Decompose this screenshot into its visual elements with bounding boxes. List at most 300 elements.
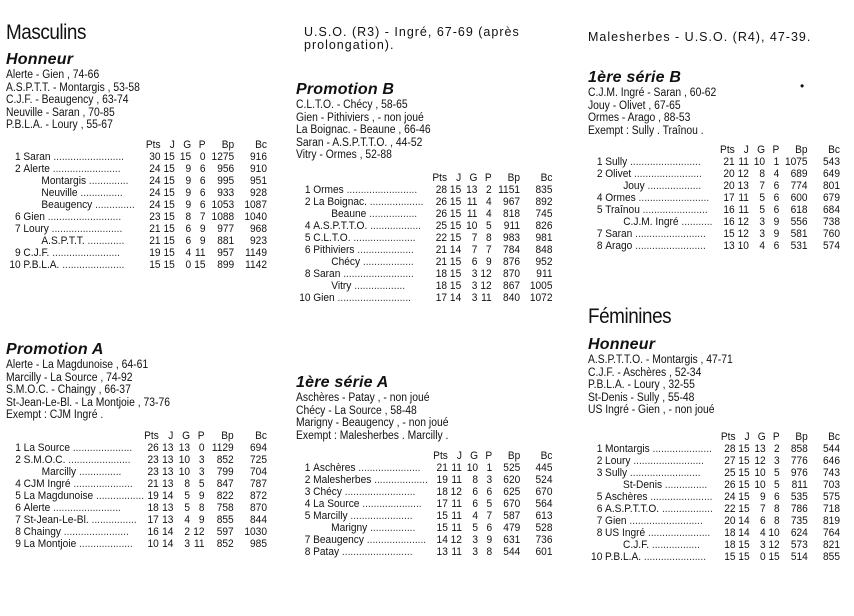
serie-1a-section <box>296 374 586 558</box>
promotion-b-title: Promotion B <box>296 81 395 98</box>
g-cell: 11 <box>466 207 478 220</box>
bp-cell: 514 <box>790 550 808 563</box>
pts-cell: 18 <box>435 279 448 292</box>
bc-cell: 951 <box>250 174 267 187</box>
leader-dots: .......................... <box>44 210 122 223</box>
bc-cell: 821 <box>823 538 840 551</box>
leader-dots: ................ <box>367 522 416 534</box>
team-cell <box>313 268 425 280</box>
bc-cell: 910 <box>250 162 267 175</box>
leader-dots: ................... <box>644 180 702 192</box>
leader-dots: ......................... <box>635 192 710 204</box>
rank-cell <box>588 539 605 551</box>
bc-cell: 855 <box>823 550 840 563</box>
column-header: Pts <box>145 138 161 151</box>
table-row <box>588 539 840 551</box>
g-cell: 4 <box>185 246 192 259</box>
rank-cell: 5 <box>304 510 311 522</box>
p-cell: 6 <box>199 162 206 175</box>
column-header: J <box>743 144 749 156</box>
pts-cell: 18 <box>724 526 736 539</box>
bc-cell: 872 <box>250 489 267 502</box>
bp-cell: 631 <box>503 534 521 546</box>
result-line: Exempt : CJM Ingré . <box>6 409 104 421</box>
team-name: Arago <box>605 240 633 252</box>
rank-cell <box>6 199 23 211</box>
rank-cell: 1 <box>596 156 603 168</box>
p-cell: 9 <box>198 513 205 526</box>
team-name: Pithiviers <box>313 243 355 256</box>
j-cell: 15 <box>738 454 750 467</box>
team-name: Patay <box>313 546 340 558</box>
team-header <box>605 431 713 443</box>
team-cell <box>605 240 712 252</box>
table-row <box>296 462 553 474</box>
team-name: Chaingy <box>23 525 61 538</box>
j-cell: 15 <box>738 478 750 491</box>
rank-cell: 1 <box>304 462 311 474</box>
result-line: Neuville - Saran , 70-85 <box>6 106 115 119</box>
j-cell: 15 <box>449 183 462 196</box>
team-cell <box>313 292 425 304</box>
team-name: Jouy <box>623 180 645 192</box>
team-header <box>313 450 426 462</box>
bp-cell: 840 <box>503 291 521 304</box>
g-cell: 3 <box>472 546 479 558</box>
team-name: La Montjoie <box>23 537 77 550</box>
team-name: La Magdunoise <box>23 489 94 502</box>
leader-dots: .................. <box>360 255 414 268</box>
team-cell <box>23 199 138 211</box>
bp-cell: 784 <box>503 243 521 256</box>
leader-dots: ................. <box>366 207 418 220</box>
team-name: Olivet <box>605 168 632 180</box>
leader-dots: ........... <box>678 216 713 228</box>
pts-cell: 22 <box>724 502 736 515</box>
g-cell: 3 <box>471 279 478 292</box>
pts-cell: 26 <box>435 207 448 220</box>
team-cell <box>605 503 713 515</box>
p-cell: 6 <box>199 186 206 199</box>
j-cell: 13 <box>162 513 174 526</box>
bc-cell: 981 <box>535 231 553 244</box>
table-row <box>6 454 267 466</box>
g-cell: 10 <box>466 462 479 474</box>
bp-cell: 881 <box>217 234 235 247</box>
rank-header <box>296 172 313 184</box>
bp-cell: 911 <box>503 219 521 232</box>
bp-cell: 573 <box>790 538 808 551</box>
team-name: La Boignac. <box>313 195 367 208</box>
leader-dots: ................... <box>371 474 428 486</box>
result-line: St-Denis - Sully , 55-48 <box>588 391 695 404</box>
p-cell: 4 <box>773 168 780 180</box>
j-cell: 15 <box>163 222 175 235</box>
leader-dots: .......................... <box>334 291 411 304</box>
table-row <box>588 228 840 240</box>
g-cell: 4 <box>759 240 766 252</box>
result-line: C.J.F. - Aschères , 52-34 <box>588 366 702 379</box>
column-header: Pts <box>432 171 448 184</box>
feminines-block <box>588 306 850 328</box>
pts-cell: 18 <box>147 501 159 514</box>
column-header: Bp <box>221 429 234 442</box>
team-cell <box>313 534 426 546</box>
leader-dots: ...................... <box>647 490 713 503</box>
bc-cell: 684 <box>823 204 840 216</box>
column-header: Bc <box>255 138 267 151</box>
rank-header <box>6 430 24 442</box>
rank-cell: 3 <box>596 466 603 479</box>
team-cell <box>313 220 425 232</box>
serie-1b-standings <box>588 144 840 252</box>
bc-cell: 787 <box>250 477 267 490</box>
bc-cell: 1142 <box>245 258 267 271</box>
pts-cell: 21 <box>436 462 448 474</box>
team-name: Malesherbes <box>313 474 372 486</box>
rank-cell: 2 <box>304 195 311 208</box>
serie-1a-standings <box>296 450 553 558</box>
column-header: P <box>197 429 205 442</box>
team-name: Beaugency <box>313 534 364 546</box>
rank-cell: 7 <box>15 222 21 235</box>
result-line: C.J.M. Ingré - Saran , 60-62 <box>588 87 717 99</box>
column-header: G <box>183 138 192 151</box>
g-cell: 5 <box>184 501 191 514</box>
pts-cell: 19 <box>149 246 161 259</box>
promotion-a-standings <box>6 430 267 550</box>
table-row <box>588 443 840 455</box>
j-cell: 15 <box>738 538 750 551</box>
column-header: Pts <box>433 450 448 462</box>
bp-cell: 618 <box>790 204 808 216</box>
table-row <box>6 526 267 538</box>
bp-cell: 531 <box>790 240 808 252</box>
team-name: C.J.F. <box>23 246 50 259</box>
team-cell <box>313 280 425 292</box>
bp-cell: 1053 <box>211 198 235 211</box>
result-line: A.S.P.T.T. - Montargis , 53-58 <box>6 81 140 94</box>
team-cell <box>24 538 136 550</box>
masculins-block <box>6 22 281 44</box>
p-cell: 6 <box>773 204 780 216</box>
leader-dots: ...................... <box>65 453 131 466</box>
rank-cell: 1 <box>15 150 21 163</box>
team-cell <box>24 442 136 454</box>
team-cell <box>605 204 712 216</box>
g-cell: 3 <box>471 267 478 280</box>
rank-cell: 10 <box>299 291 311 304</box>
team-name: Marcilly <box>41 465 77 478</box>
g-cell: 6 <box>472 486 479 498</box>
g-cell: 7 <box>471 231 478 244</box>
j-cell: 15 <box>449 267 462 280</box>
team-name: Loury <box>605 454 631 467</box>
leader-dots: ..................... <box>359 498 422 510</box>
j-cell: 13 <box>162 501 174 514</box>
column-header: Bc <box>255 429 267 442</box>
team-name: Chécy <box>313 486 342 498</box>
leader-dots: ...................... <box>350 231 416 244</box>
bc-cell: 760 <box>823 228 840 240</box>
column-header: Bc <box>828 430 840 443</box>
column-header: P <box>484 171 492 184</box>
result-line: US Ingré - Gien , - non joué <box>588 404 715 416</box>
bc-cell: 1072 <box>529 291 553 304</box>
j-cell: 13 <box>162 453 174 466</box>
leader-dots: ........................ <box>631 168 702 180</box>
p-cell: 15 <box>768 550 780 563</box>
pts-cell: 19 <box>147 489 159 502</box>
column-header: Bp <box>795 430 808 443</box>
table-row <box>6 538 267 550</box>
table-row <box>296 522 553 534</box>
pts-cell: 30 <box>149 150 161 163</box>
g-cell: 6 <box>472 498 479 510</box>
column-header: G <box>757 430 766 443</box>
table-row <box>6 514 267 526</box>
leader-dots: ......................... <box>627 156 701 168</box>
team-cell <box>605 527 713 539</box>
team-name: Saran <box>605 228 633 240</box>
rank-cell: 5 <box>596 204 603 216</box>
j-cell: 14 <box>449 291 462 304</box>
pts-cell: 20 <box>723 180 735 192</box>
team-cell <box>605 467 713 479</box>
team-name: S.M.O.C. <box>23 453 66 466</box>
rank-cell: 3 <box>304 486 311 498</box>
team-cell <box>605 539 713 551</box>
g-cell: 4 <box>184 513 191 526</box>
pts-cell: 21 <box>723 156 735 168</box>
leader-dots: ................. <box>649 538 700 551</box>
p-cell: 0 <box>199 150 206 163</box>
rank-cell: 7 <box>596 228 603 240</box>
table-row <box>588 491 840 503</box>
p-cell: 8 <box>774 514 780 527</box>
bc-cell: 704 <box>250 465 267 478</box>
rank-cell: 8 <box>304 267 311 280</box>
table-row <box>6 199 267 211</box>
column-header: Bp <box>221 138 235 151</box>
bc-cell: 928 <box>250 186 267 199</box>
rank-cell: 6 <box>15 501 21 514</box>
p-cell: 6 <box>774 490 780 503</box>
table-row <box>296 196 553 208</box>
rank-cell: 1 <box>15 441 21 454</box>
p-cell: 9 <box>773 216 780 228</box>
g-cell: 2 <box>184 525 191 538</box>
bp-cell: 967 <box>503 195 521 208</box>
table-row <box>296 280 553 292</box>
team-cell <box>24 478 136 490</box>
p-cell: 5 <box>486 498 493 510</box>
result-line: S.M.O.C. - Chaingy , 66-37 <box>6 384 131 396</box>
column-header: J <box>744 430 750 443</box>
rank-cell: 2 <box>304 474 311 486</box>
p-cell: 11 <box>481 291 492 304</box>
team-cell <box>23 211 138 223</box>
result-line: C.L.T.O. - Chécy , 58-65 <box>296 99 408 111</box>
column-header: P <box>485 450 493 462</box>
team-name: Marcilly <box>313 510 348 522</box>
result-line: Ormes - Arago , 88-53 <box>588 112 691 124</box>
g-cell: 8 <box>472 474 479 486</box>
g-cell: 13 <box>178 441 191 454</box>
bp-cell: 995 <box>217 174 235 187</box>
table-row <box>6 490 267 502</box>
leader-dots: ......................... <box>632 240 706 252</box>
honneur-m-results <box>6 69 281 132</box>
col2-top-text <box>304 26 586 52</box>
bp-cell: 758 <box>216 501 234 514</box>
j-cell: 15 <box>738 502 750 515</box>
result-line: P.B.L.A. - Loury , 32-55 <box>588 379 695 391</box>
j-cell: 13 <box>162 465 174 478</box>
bp-cell: 870 <box>503 267 521 280</box>
result-line: Marigny - Beaugency , - non joué <box>296 417 449 429</box>
g-cell: 7 <box>759 180 766 192</box>
team-name: Saran <box>313 267 341 280</box>
leader-dots: ......................... <box>50 150 124 163</box>
bp-cell: 799 <box>216 465 234 478</box>
g-cell: 15 <box>179 150 192 163</box>
bp-cell: 581 <box>790 228 808 240</box>
serie-1a-results <box>296 392 586 442</box>
bc-cell: 544 <box>823 442 840 455</box>
bp-cell: 479 <box>503 522 521 534</box>
team-name: Traînou <box>605 204 640 216</box>
bp-cell: 818 <box>503 207 521 220</box>
p-cell: 15 <box>194 258 206 271</box>
j-cell: 12 <box>737 228 749 240</box>
bp-cell: 855 <box>216 513 234 526</box>
team-header <box>24 430 136 442</box>
rank-cell: 5 <box>304 231 311 244</box>
team-cell <box>313 486 426 498</box>
leader-dots: ...................... <box>347 510 413 522</box>
honneur-f-results <box>588 354 850 417</box>
team-name: Gien <box>313 291 335 304</box>
pts-cell: 13 <box>723 240 735 252</box>
pts-cell: 24 <box>149 174 161 187</box>
table-row <box>6 175 267 187</box>
p-cell: 5 <box>774 466 780 479</box>
bp-cell: 1151 <box>498 183 521 196</box>
bp-cell: 544 <box>503 546 521 558</box>
bc-cell: 835 <box>535 183 553 196</box>
g-cell: 6 <box>185 234 192 247</box>
leader-dots: ..................... <box>70 477 133 490</box>
table-row <box>296 534 553 546</box>
table-row <box>296 256 553 268</box>
pts-cell: 18 <box>436 486 448 498</box>
team-name: Montargis <box>41 174 87 187</box>
column-header: J <box>169 138 175 151</box>
standings-header-row <box>6 139 267 151</box>
j-cell: 11 <box>451 462 462 474</box>
leader-dots: ......................... <box>632 228 706 240</box>
column-header: Bc <box>540 171 553 184</box>
pts-cell: 20 <box>723 168 735 180</box>
rank-cell: 2 <box>596 168 603 180</box>
rank-header <box>588 144 605 156</box>
team-name: Alerte <box>23 162 50 175</box>
rank-cell <box>296 256 313 268</box>
j-cell: 15 <box>163 258 175 271</box>
serie-1b-results <box>588 87 850 137</box>
p-cell: 6 <box>486 486 493 498</box>
bc-cell: 524 <box>535 474 553 486</box>
bc-cell: 564 <box>535 498 553 510</box>
bc-cell: 649 <box>823 168 840 180</box>
rank-cell: 7 <box>304 534 311 546</box>
team-cell <box>23 489 145 502</box>
team-cell <box>605 192 712 204</box>
bp-cell: 735 <box>790 514 808 527</box>
pts-cell: 24 <box>149 198 161 211</box>
team-name: Alerte <box>23 501 51 514</box>
pts-cell: 25 <box>435 219 448 232</box>
leader-dots: ................... <box>366 195 424 208</box>
j-cell: 13 <box>162 477 174 490</box>
table-row <box>296 232 553 244</box>
result-line: Chécy - La Source , 58-48 <box>296 404 417 417</box>
bc-cell: 916 <box>250 150 267 163</box>
leader-dots: ..................... <box>649 442 712 455</box>
j-cell: 15 <box>449 231 462 244</box>
j-cell: 14 <box>738 514 750 527</box>
team-cell <box>23 151 138 163</box>
rank-cell: 2 <box>596 454 603 467</box>
bc-cell: 445 <box>535 462 553 474</box>
bc-cell: 646 <box>823 454 840 467</box>
p-cell: 9 <box>199 234 206 247</box>
p-cell: 4 <box>485 207 492 220</box>
leader-dots: ............... <box>76 465 122 478</box>
p-cell: 12 <box>480 267 492 280</box>
bc-cell: 952 <box>535 255 553 268</box>
team-name: St-Denis <box>623 478 663 491</box>
column-header: Bp <box>795 144 808 156</box>
leader-dots: ................. <box>93 489 145 502</box>
team-header <box>313 172 425 184</box>
bp-cell: 876 <box>503 255 521 268</box>
team-name: Chécy <box>331 255 361 268</box>
p-cell: 7 <box>486 510 493 522</box>
p-cell: 9 <box>199 222 206 235</box>
promotion-b-standings <box>296 172 553 304</box>
team-name: A.S.P.T.T. <box>41 234 85 247</box>
g-cell: 9 <box>185 174 192 187</box>
rank-cell: 8 <box>304 546 311 558</box>
bc-cell: 601 <box>535 546 553 558</box>
j-cell: 15 <box>449 279 462 292</box>
leader-dots: ...................... <box>59 258 125 271</box>
bp-cell: 625 <box>503 486 521 498</box>
honneur-m-standings <box>6 139 267 271</box>
p-cell: 6 <box>199 174 206 187</box>
team-name: Vitry <box>331 279 352 292</box>
g-cell: 4 <box>472 510 479 522</box>
bc-cell: 1040 <box>244 210 267 223</box>
rank-cell: 1 <box>596 442 603 455</box>
j-cell: 10 <box>737 240 749 252</box>
leader-dots: ........................ <box>50 501 121 514</box>
team-header <box>605 144 712 156</box>
bc-cell: 1030 <box>244 525 267 538</box>
bc-cell: 670 <box>535 486 553 498</box>
